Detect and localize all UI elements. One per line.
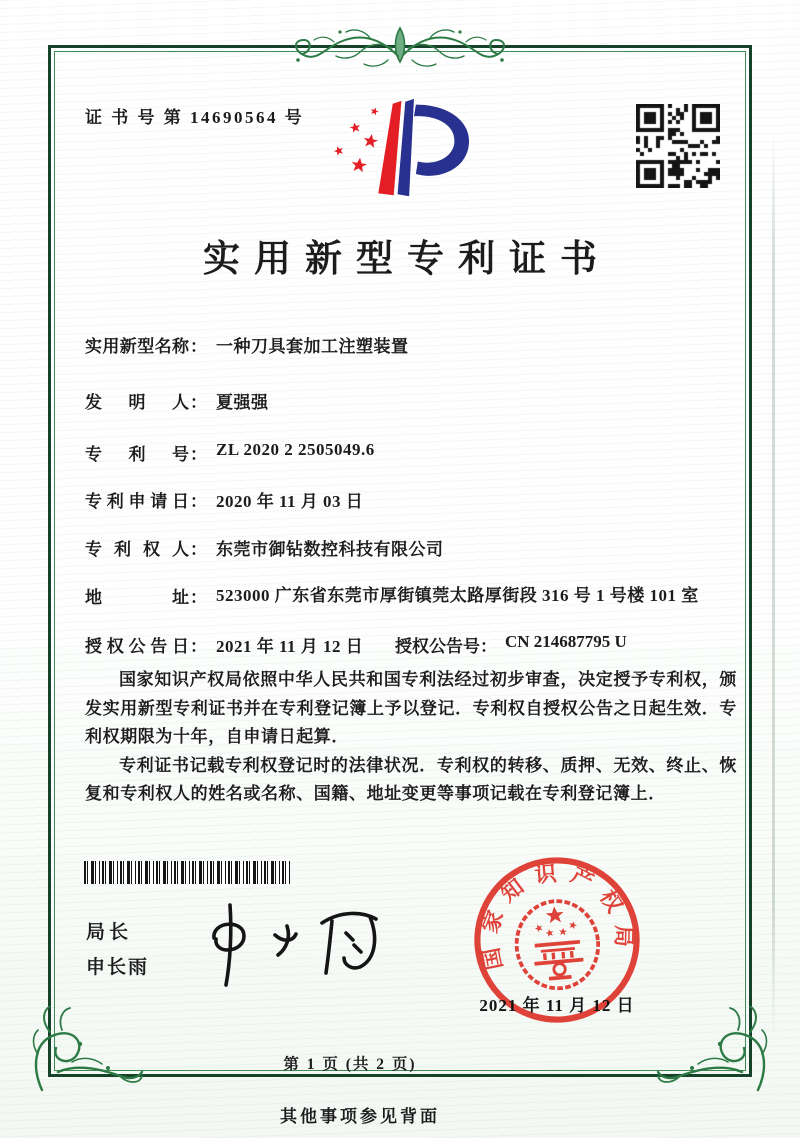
field-label: 专利权人 xyxy=(85,540,189,559)
commissioner-name: 申长雨 xyxy=(86,957,150,978)
certificate-number: 证 书 号 第 14690564 号 xyxy=(85,108,305,127)
commissioner-title: 局长 xyxy=(86,922,133,943)
field-label: 专利申请日 xyxy=(85,492,189,511)
field-value: 523000 广东省东莞市厚街镇莞太路厚街段 316 号 1 号楼 101 室 xyxy=(216,586,699,605)
cnipa-logo-icon xyxy=(322,96,477,202)
field-grant-date: 授权公告日 ： 2021 年 11 月 12 日 xyxy=(85,632,363,657)
bottom-right-flourish-ornament-icon xyxy=(654,1006,772,1094)
field-patent-number: 专利号 ： ZL 2020 2 2505049.6 xyxy=(85,440,375,464)
field-value: ZL 2020 2 2505049.6 xyxy=(216,440,375,459)
field-value: 2021 年 11 月 12 日 xyxy=(216,637,364,656)
field-grant-number xyxy=(395,632,627,657)
field-application-date: 专利申请日 ： 2020 年 11 月 03 日 xyxy=(85,487,363,512)
legal-paragraph-2: 专利证书记载专利权登记时的法律状况．专利权的转移、质押、无效、终止、恢复和专利权人的姓名或名称、国籍、地址变更等事项记载在专利登记簿上． xyxy=(85,755,737,803)
field-label: 地址 xyxy=(85,588,189,607)
certificate-title: 实用新型专利证书 xyxy=(203,239,611,280)
footer-note: 其他事项参见背面 xyxy=(280,1107,440,1126)
field-value: 东莞市御钻数控科技有限公司 xyxy=(216,540,444,559)
field-value: 一种刀具套加工注塑装置 xyxy=(216,337,409,356)
field-inventor: 发明人 ： 夏强强 xyxy=(85,388,269,413)
page-indicator: 第 1 页 (共 2 页) xyxy=(283,1056,417,1073)
legal-text xyxy=(85,666,737,809)
top-flourish-ornament-icon xyxy=(280,18,520,74)
field-value: 2020 年 11 月 03 日 xyxy=(216,492,364,511)
national-emblem-icon xyxy=(513,898,602,992)
seal-date: 2021 年 11 月 12 日 xyxy=(479,996,635,1015)
field-address: 地址 ： 523000 广东省东莞市厚街镇莞太路厚街段 316 号 1 号楼 101 室 xyxy=(85,583,718,608)
field-value: 夏强强 xyxy=(216,393,269,412)
handwritten-signature-icon xyxy=(192,893,392,993)
field-label: 实用新型名称 xyxy=(85,337,189,356)
field-label: 授权公告日 xyxy=(85,637,189,656)
barcode-icon xyxy=(84,861,290,884)
qr-code-icon xyxy=(636,104,720,188)
bottom-left-flourish-ornament-icon xyxy=(28,1006,146,1094)
field-patentee: 专利权人 ： 东莞市御钻数控科技有限公司 xyxy=(85,535,444,560)
legal-paragraph-1: 国家知识产权局依照中华人民共和国专利法经过初步审查，决定授予专利权，颁发实用新型专利证书并在专利登记簿上予以登记．专利权自授权公告之日起生效．专利权期限为十年，自申请日起算． xyxy=(85,670,737,746)
field-label: 授权公告号： xyxy=(395,637,497,656)
seal-ring-text: 国家知识产权局 xyxy=(476,860,636,972)
field-label: 专利号 xyxy=(85,445,189,464)
field-value: CN 214687795 U xyxy=(505,632,627,651)
field-utility-model-name: 实用新型名称 ： 一种刀具套加工注塑装置 xyxy=(85,332,409,357)
field-label: 发明人 xyxy=(85,393,189,412)
